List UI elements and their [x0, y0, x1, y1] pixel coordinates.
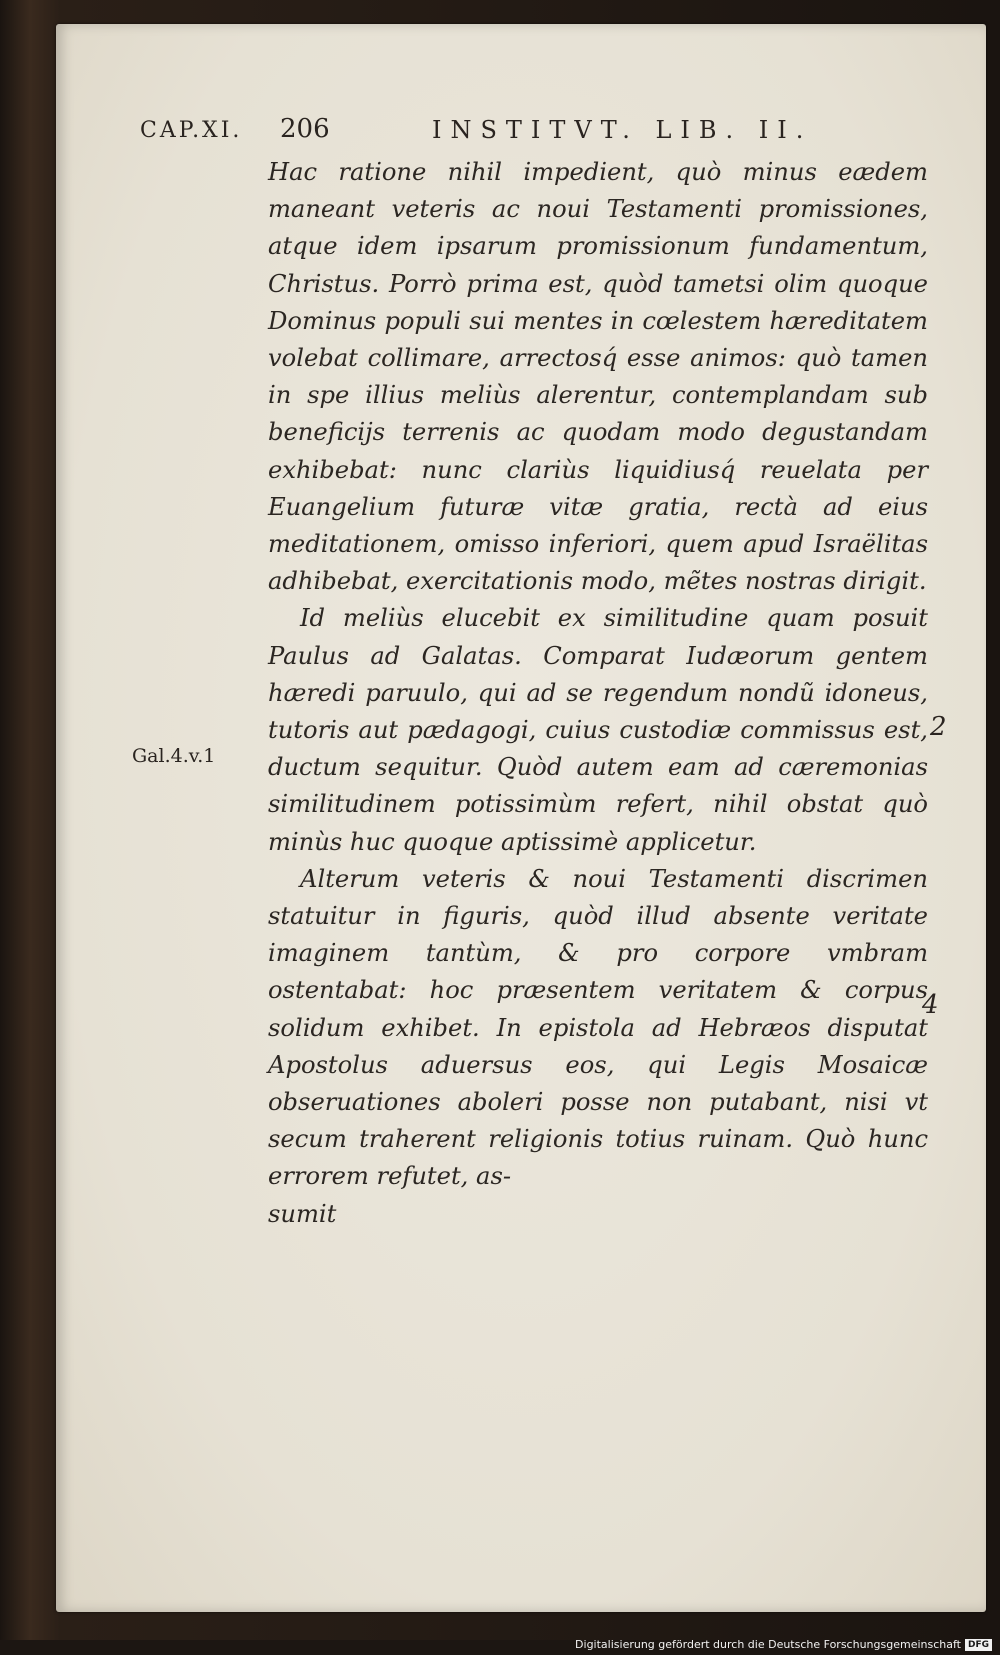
page-number: 206	[280, 114, 330, 144]
paragraph: Id meliùs elucebit ex similitudine quam posuit Paulus ad Galatas. Comparat Iudæorum gentem hæredi paruulo, qui ad se regendum nondũ idoneus, tutoris aut pædagogi, cuius custodiæ commissus est, ductum sequitur. Quòd autem eam ad cæremonias similitudinem potissimùm refert, nihil obstat quò minùs huc quoque aptissimè applicetur.	[268, 604, 928, 856]
margin-section-number: 2	[930, 712, 947, 742]
body-text	[268, 154, 928, 1233]
paragraph: Hac ratione nihil impedient, quò minus eædem maneant veteris ac noui Testamenti promissiones, atque idem ipsarum promissionum fundamentum, Christus. Porrò prima est, quòd tametsi olim quoque Dominus populi sui mentes in cœlestem hæreditatem volebat collimare, arrectosq́ esse animos: quò tamen in spe illius meliùs alerentur, contemplandam sub beneficijs terrenis ac quodam modo degustandam exhibebat: nunc clariùs liquidiusq́ reuelata per Euangelium futuræ vitæ gratia, rectà ad eius meditationem, omisso inferiori, quem apud Israëlitas adhibebat, exercitationis modo, mẽtes nostras dirigit.	[268, 158, 928, 596]
running-head-title: INSTITVT. LIB. II.	[432, 116, 813, 144]
margin-citation: Gal.4.v.1	[132, 745, 216, 767]
credit-text: Digitalisierung gefördert durch die Deutsche Forschungsgemeinschaft	[575, 1638, 961, 1651]
margin-section-number: 4	[922, 990, 939, 1020]
paragraph: Alterum veteris & noui Testamenti discrimen statuitur in figuris, quòd illud absente veritate imaginem tantùm, & pro corpore vmbram ostentabat: hoc præsentem veritatem & corpus solidum exhibet. In epistola ad Hebræos disputat Apostolus aduersus eos, qui Legis Mosaicæ obseruationes aboleri posse non putabant, nisi vt secum traherent religionis totius ruinam. Quò hunc errorem refutet, as-	[268, 864, 928, 1191]
digitization-credit	[575, 1638, 992, 1651]
dfg-logo-icon: DFG	[965, 1639, 992, 1651]
catchword: sumit	[268, 1199, 337, 1228]
running-head	[140, 114, 860, 148]
running-head-chapter: CAP.XI.	[140, 118, 243, 143]
